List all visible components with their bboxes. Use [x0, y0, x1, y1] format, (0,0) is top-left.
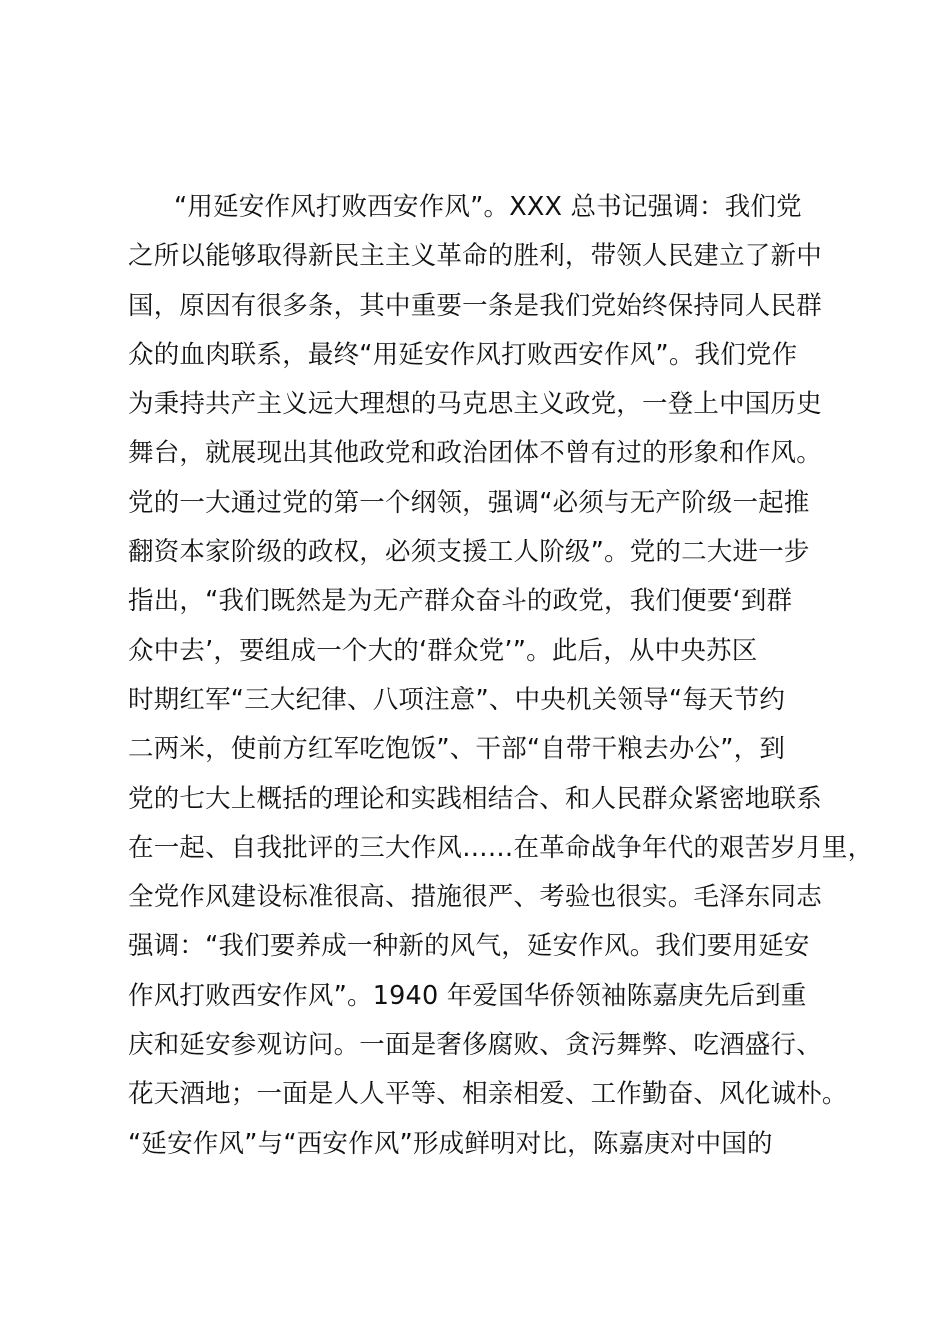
text-line: 作风打败西安作风”。1940 年爱国华侨领袖陈嘉庚先后到重	[128, 980, 807, 1011]
text-line: “延安作风”与“西安作风”形成鲜明对比，陈嘉庚对中国的	[128, 1128, 773, 1159]
body-paragraph	[128, 183, 874, 1169]
text-line: 众的血肉联系，最终“用延安作风打败西安作风”。我们党作	[128, 339, 798, 370]
text-line: 国，原因有很多条，其中重要一条是我们党始终保持同人民群	[128, 290, 822, 321]
text-line: 时期红军“三大纪律、八项注意”、中央机关领导“每天节约	[128, 684, 786, 715]
text-line: 党的七大上概括的理论和实践相结合、和人民群众紧密地联系	[128, 783, 822, 814]
text-line: 为秉持共产主义远大理想的马克思主义政党，一登上中国历史	[128, 389, 822, 420]
text-line: 在一起、自我批评的三大作风……在革命战争年代的艰苦岁月里，	[128, 832, 874, 863]
text-line: “用延安作风打败西安作风”。XXX 总书记强调：我们党	[174, 192, 802, 222]
text-line: 指出，“我们既然是为无产群众奋斗的政党，我们便要‘到群	[128, 586, 793, 617]
text-line: 全党作风建设标准很高、措施很严、考验也很实。毛泽东同志	[128, 882, 822, 913]
text-line: 舞台，就展现出其他政党和政治团体不曾有过的形象和作风。	[128, 438, 822, 469]
text-line: 党的一大通过党的第一个纲领，强调“必须与无产阶级一起推	[128, 487, 810, 518]
text-line: 强调：“我们要养成一种新的风气，延安作风。我们要用延安	[128, 931, 810, 962]
text-line: 庆和延安参观访问。一面是奢侈腐败、贪污舞弊、吃酒盛行、	[128, 1030, 822, 1061]
text-line: 翻资本家阶级的政权，必须支援工人阶级”。党的二大进一步	[128, 537, 810, 568]
text-line: 众中去’，要组成一个大的‘群众党’”。此后，从中央苏区	[128, 635, 758, 666]
text-line: 之所以能够取得新民主主义革命的胜利，带领人民建立了新中	[128, 241, 822, 272]
text-line: 二两米，使前方红军吃饱饭”、干部“自带干粮去办公”，到	[128, 734, 786, 765]
text-line: 花天酒地；一面是人人平等、相亲相爱、工作勤奋、风化诚朴。	[128, 1079, 848, 1110]
